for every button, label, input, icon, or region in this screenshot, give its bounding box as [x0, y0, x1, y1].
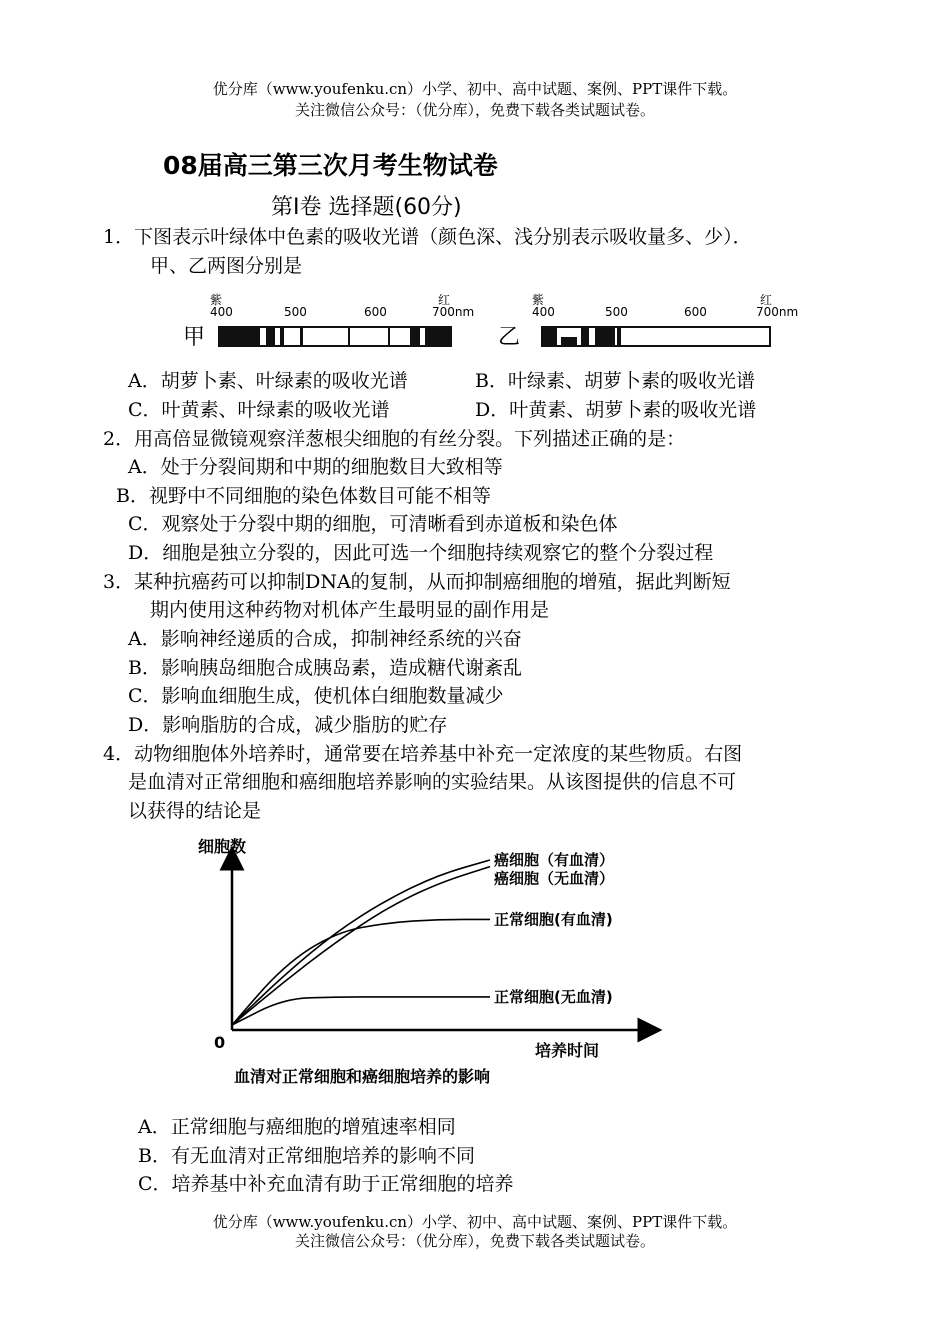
footer-line-1: 优分库（www.youfenku.cn）小学、初中、高中试题、案例、PPT课件下载。 — [212, 1213, 738, 1231]
q1-option-c: C．叶黄素、叶绿素的吸收光谱 — [128, 399, 390, 421]
spectrum-yi-violet: 紫 — [532, 293, 545, 307]
series-line-1 — [232, 860, 490, 1025]
serum-chart — [190, 830, 720, 1095]
spectrum-yi-tick-700: 700nm — [756, 305, 799, 319]
series-line-3 — [232, 919, 490, 1025]
spectrum-yi-tick-400: 400 — [532, 305, 555, 319]
q3-stem-1: 3．某种抗癌药可以抑制DNA的复制，从而抑制癌细胞的增殖，据此判断短 — [103, 571, 731, 593]
series-label-1: 癌细胞（有血清） — [494, 851, 615, 869]
q3-option-c: C．影响血细胞生成，使机体白细胞数量减少 — [128, 685, 504, 707]
spectrum-jia-red: 红 — [438, 293, 451, 307]
q3-option-a: A．影响神经递质的合成，抑制神经系统的兴奋 — [128, 628, 522, 650]
spectrum-jia-label: 甲 — [183, 325, 206, 350]
q1-stem-1: 1．下图表示叶绿体中色素的吸收光谱（颜色深、浅分别表示吸收量多、少）． — [103, 226, 752, 248]
y-axis-label: 细胞数 — [198, 837, 247, 856]
q4-option-a: A．正常细胞与癌细胞的增殖速率相同 — [138, 1116, 456, 1138]
q4-stem-2: 是血清对正常细胞和癌细胞培养影响的实验结果。从该图提供的信息不可 — [128, 771, 737, 793]
q4-stem-1: 4．动物细胞体外培养时，通常要在培养基中补充一定浓度的某些物质。右图 — [103, 743, 743, 765]
spectrum-jia-tick-400: 400 — [210, 305, 233, 319]
series-label-3: 正常细胞(有血清) — [494, 910, 613, 929]
x-axis-label: 培养时间 — [535, 1041, 600, 1060]
spectrum-yi-bar — [541, 326, 771, 347]
chart-title: 血清对正常细胞和癌细胞培养的影响 — [234, 1067, 491, 1086]
page-title: 08届高三第三次月考生物试卷 — [163, 151, 498, 180]
q1-stem-2: 甲、乙两图分别是 — [150, 255, 303, 277]
series-line-2 — [232, 867, 490, 1025]
q4-option-c: C．培养基中补充血清有助于正常细胞的培养 — [138, 1173, 514, 1195]
q1-option-a: A．胡萝卜素、叶绿素的吸收光谱 — [128, 370, 408, 392]
q4-stem-3: 以获得的结论是 — [128, 800, 262, 822]
series-label-2: 癌细胞（无血清） — [494, 869, 615, 888]
spectrum-jia-violet: 紫 — [210, 293, 223, 307]
spectrum-yi-red: 红 — [760, 293, 773, 307]
q2-option-b: B．视野中不同细胞的染色体数目可能不相等 — [116, 485, 491, 507]
footer-line-2: 关注微信公众号：（优分库），免费下载各类试题试卷。 — [294, 1232, 655, 1250]
series-label-4: 正常细胞(无血清) — [494, 987, 613, 1006]
section-title: 第Ⅰ卷 选择题(60分) — [271, 195, 462, 220]
q1-option-b: B．叶绿素、胡萝卜素的吸收光谱 — [475, 370, 755, 392]
q2-option-a: A．处于分裂间期和中期的细胞数目大致相等 — [128, 456, 503, 478]
q3-stem-2: 期内使用这种药物对机体产生最明显的副作用是 — [150, 599, 550, 621]
spectrum-jia-tick-600: 600 — [364, 305, 387, 319]
q2-stem: 2．用高倍显微镜观察洋葱根尖细胞的有丝分裂。下列描述正确的是： — [103, 428, 686, 450]
q4-option-b: B．有无血清对正常细胞培养的影响不同 — [138, 1145, 475, 1167]
header-line-1: 优分库（www.youfenku.cn）小学、初中、高中试题、案例、PPT课件下载。 — [212, 80, 738, 98]
q2-option-d: D．细胞是独立分裂的，因此可选一个细胞持续观察它的整个分裂过程 — [128, 542, 714, 564]
header-line-2: 关注微信公众号：（优分库），免费下载各类试题试卷。 — [294, 101, 655, 119]
q3-option-d: D．影响脂肪的合成，减少脂肪的贮存 — [128, 714, 448, 736]
spectrum-jia-tick-500: 500 — [284, 305, 307, 319]
spectrum-yi-tick-600: 600 — [684, 305, 707, 319]
spectrum-yi-label: 乙 — [498, 325, 521, 350]
series-line-4 — [232, 997, 490, 1025]
spectrum-jia-tick-700: 700nm — [432, 305, 475, 319]
spectrum-jia-bar — [218, 326, 452, 347]
origin-label: 0 — [214, 1033, 226, 1052]
q3-option-b: B．影响胰岛细胞合成胰岛素，造成糖代谢紊乱 — [128, 657, 522, 679]
spectrum-yi-tick-500: 500 — [605, 305, 628, 319]
q1-option-d: D．叶黄素、胡萝卜素的吸收光谱 — [475, 399, 757, 421]
q2-option-c: C．观察处于分裂中期的细胞，可清晰看到赤道板和染色体 — [128, 513, 618, 535]
